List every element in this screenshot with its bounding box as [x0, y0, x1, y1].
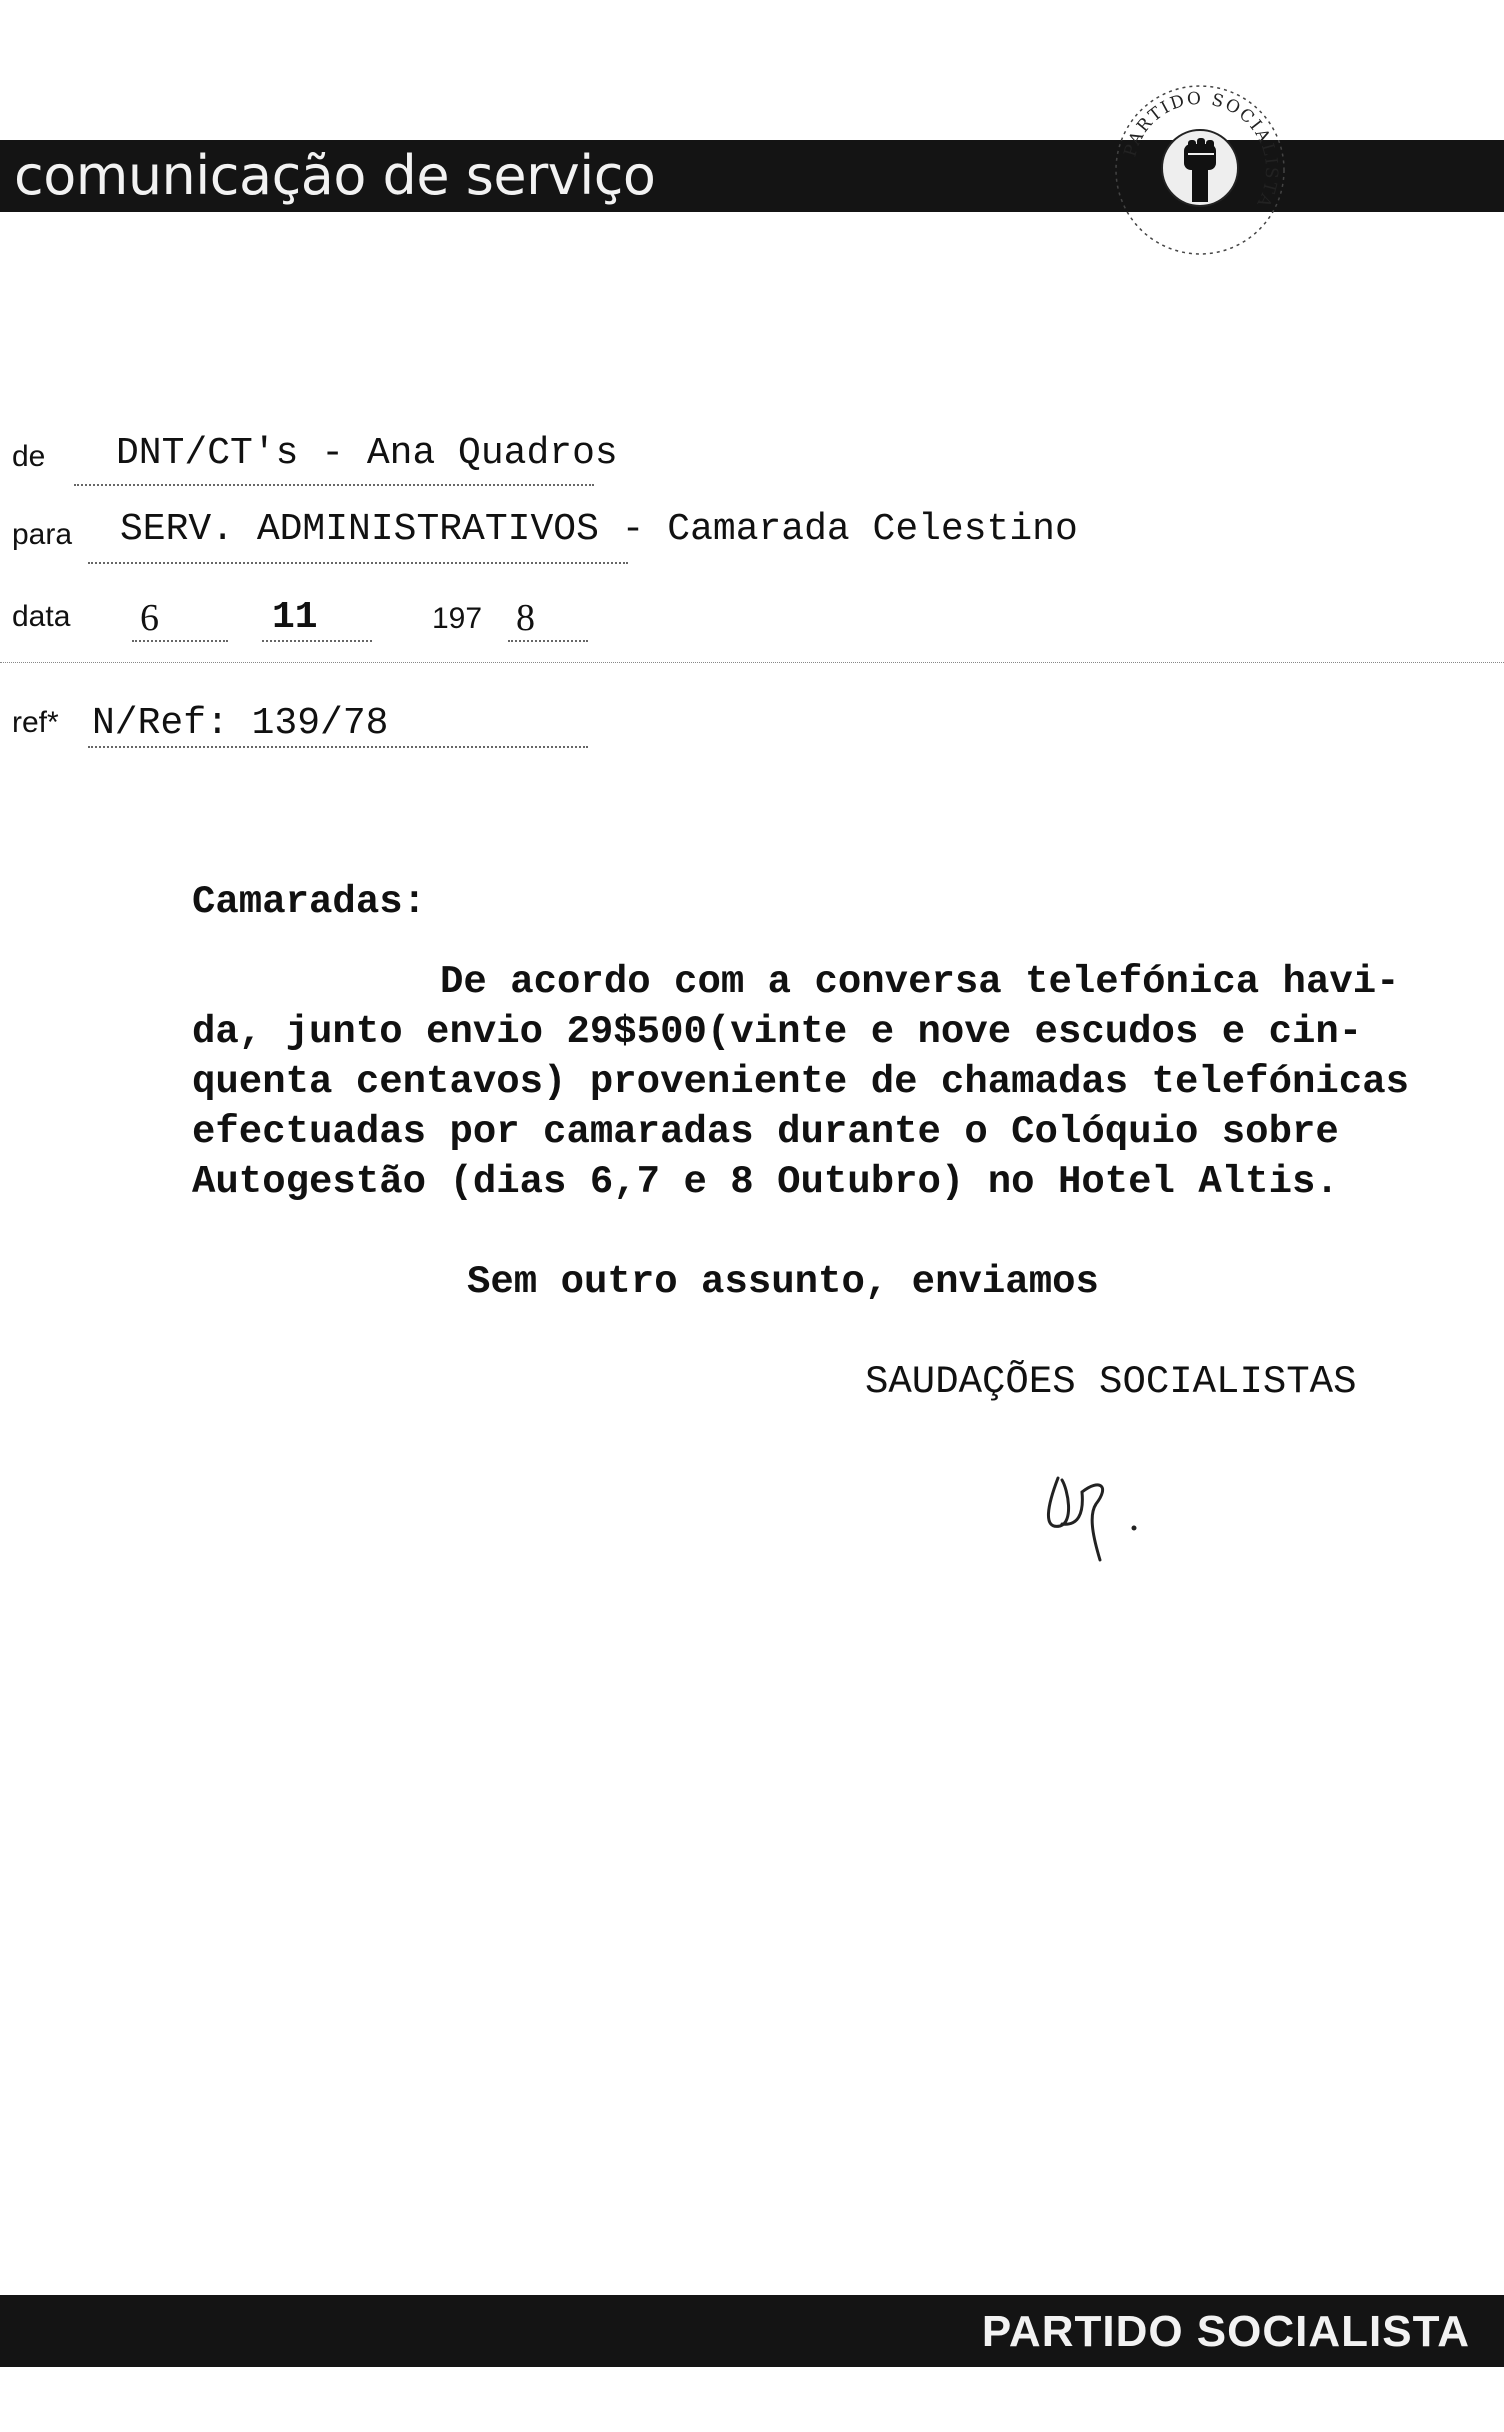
field-label-para: para [12, 518, 73, 551]
field-label-ref: ref* [12, 706, 59, 739]
field-value-year-digit: 8 [516, 597, 535, 639]
field-value-month: 11 [272, 596, 318, 639]
greeting: Camaradas: [192, 880, 427, 924]
svg-text:PARTIDO SOCIALISTA: PARTIDO SOCIALISTA [1120, 88, 1282, 212]
field-separator [0, 662, 1504, 663]
footer-party-name: PARTIDO SOCIALISTA [981, 2307, 1470, 2356]
field-value-year-prefix: 197 [432, 602, 483, 635]
field-value-de: DNT/CT's - Ana Quadros [116, 432, 618, 475]
handwritten-signature [1030, 1460, 1170, 1570]
paragraph-line-1: De acordo com a conversa telefónica havi- [440, 960, 1400, 1004]
field-line-day [132, 640, 228, 642]
field-value-para: SERV. ADMINISTRATIVOS - Camarada Celestino [120, 508, 1078, 551]
paragraph-line-2: da, junto envio 29$500(vinte e nove escudos e cin- [192, 1010, 1363, 1054]
page-title: comunicação de serviço [14, 144, 656, 207]
field-line-month [262, 640, 372, 642]
field-label-data: data [12, 600, 71, 633]
field-value-day: 6 [140, 597, 159, 639]
salutation: SAUDAÇÕES SOCIALISTAS [865, 1360, 1357, 1404]
closing: Sem outro assunto, enviamos [467, 1260, 1099, 1304]
field-line-para [88, 562, 628, 564]
field-line-de [74, 484, 594, 486]
paragraph-line-4: efectuadas por camaradas durante o Colóquio sobre [192, 1110, 1339, 1154]
field-line-ref [88, 746, 588, 748]
party-logo [1110, 80, 1290, 260]
field-value-ref: N/Ref: 139/78 [92, 702, 389, 745]
paragraph-line-3: quenta centavos) proveniente de chamadas telefónicas [192, 1060, 1409, 1104]
field-line-year [508, 640, 588, 642]
paragraph-line-5: Autogestão (dias 6,7 e 8 Outubro) no Hotel Altis. [192, 1160, 1339, 1204]
field-label-de: de [12, 440, 46, 473]
